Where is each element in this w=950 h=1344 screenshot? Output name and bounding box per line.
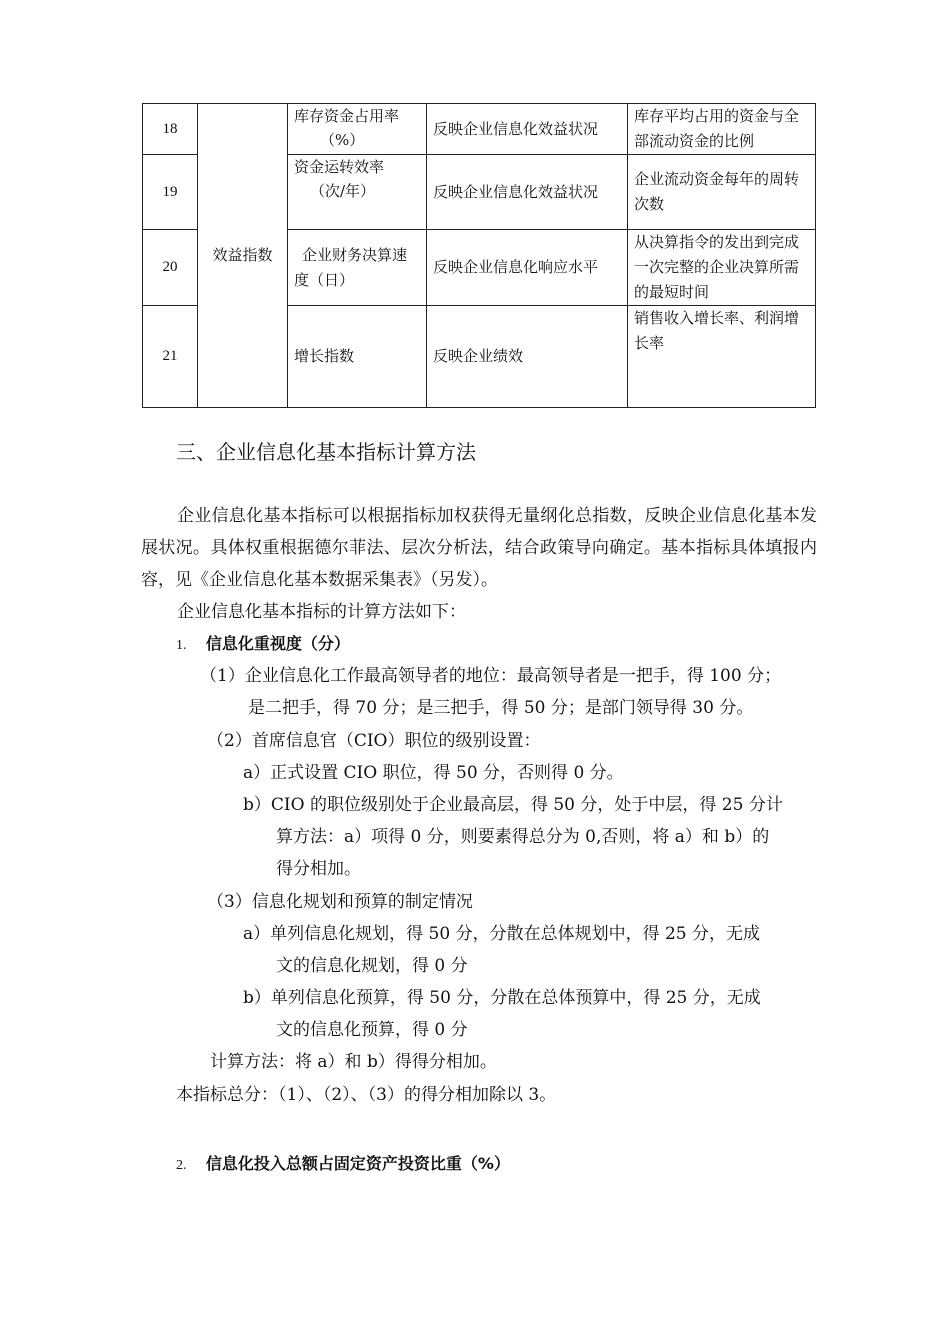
item-2-heading [176, 1148, 510, 1182]
row-number: 20 [143, 230, 198, 306]
row-number: 21 [143, 306, 198, 408]
sub-item-text: （1）企业信息化工作最高领导者的地位：最高领导者是一把手，得 100 分； [200, 666, 782, 686]
calc-method-text: 计算方法：将 a）和 b）得得分相加。 [210, 1052, 497, 1072]
indicator-description: 库存平均占用的资金与全部流动资金的比例 [628, 104, 816, 155]
sub-item-text: b）CIO 的职位级别处于企业最高层，得 50 分，处于中层，得 25 分计 [243, 795, 783, 815]
indicator-name-line: 库存资金占用率 [294, 107, 400, 125]
category-cell: 效益指数 [198, 104, 288, 408]
row-number: 18 [143, 104, 198, 155]
indicator-purpose: 反映企业信息化效益状况 [427, 155, 628, 230]
indicator-purpose: 反映企业信息化响应水平 [427, 230, 628, 306]
sub-item-text: 得分相加。 [276, 859, 361, 879]
row-number: 19 [143, 155, 198, 230]
indicator-name-line: 资金运转效率 [294, 158, 385, 176]
indicator-purpose: 反映企业绩效 [427, 306, 628, 408]
table-row [143, 104, 816, 155]
sub-item-text: 文的信息化预算，得 0 分 [276, 1020, 468, 1040]
section-heading: 三、企业信息化基本指标计算方法 [176, 440, 476, 464]
indicator-purpose: 反映企业信息化效益状况 [427, 104, 628, 155]
total-score-text: 本指标总分：（1）、（2）、（3）的得分相加除以 3。 [176, 1085, 557, 1105]
indicator-name-unit: （次/年） [310, 182, 376, 200]
indicator-name-unit: （%） [320, 131, 365, 149]
indicator-name [288, 155, 427, 230]
indicator-name [288, 104, 427, 155]
item-title: 信息化投入总额占固定资产投资比重（%） [205, 1154, 510, 1173]
item-1-heading [176, 628, 350, 662]
indicator-description: 从决算指令的发出到完成一次完整的企业决算所需的最短时间 [628, 230, 816, 306]
method-intro: 企业信息化基本指标的计算方法如下： [177, 602, 466, 622]
sub-item-text: 算方法：a）项得 0 分，则要素得总分为 0,否则，将 a）和 b）的 [276, 827, 770, 847]
sub-item-text: 文的信息化规划，得 0 分 [276, 956, 468, 976]
indicator-name: 增长指数 [288, 306, 427, 408]
sub-item-text: 是二把手，得 70 分；是三把手，得 50 分；是部门领导得 30 分。 [248, 698, 754, 718]
indicator-table [142, 103, 816, 408]
indicator-description: 企业流动资金每年的周转次数 [628, 155, 816, 230]
sub-item-text: a）正式设置 CIO 职位，得 50 分，否则得 0 分。 [243, 763, 624, 783]
item-title: 信息化重视度（分） [205, 634, 350, 653]
item-number: 1. [176, 638, 187, 653]
sub-item-text: （3）信息化规划和预算的制定情况 [207, 892, 473, 912]
sub-item-text: （2）首席信息官（CIO）职位的级别设置： [207, 731, 541, 751]
intro-paragraph: 企业信息化基本指标可以根据指标加权获得无量纲化总指数，反映企业信息化基本发展状况。具体权重根据德尔菲法、层次分析法，结合政策导向确定。基本指标具体填报内容，见《企业信息化基本数据采集表》（另发）。 [141, 506, 817, 590]
item-number: 2. [176, 1158, 187, 1173]
sub-item-text: b）单列信息化预算，得 50 分，分散在总体预算中，得 25 分，无成 [243, 988, 761, 1008]
indicator-name: 企业财务决算速度（日） [288, 230, 427, 306]
indicator-description: 销售收入增长率、利润增长率 [628, 306, 816, 408]
sub-item-text: a）单列信息化规划，得 50 分，分散在总体规划中，得 25 分，无成 [243, 924, 761, 944]
